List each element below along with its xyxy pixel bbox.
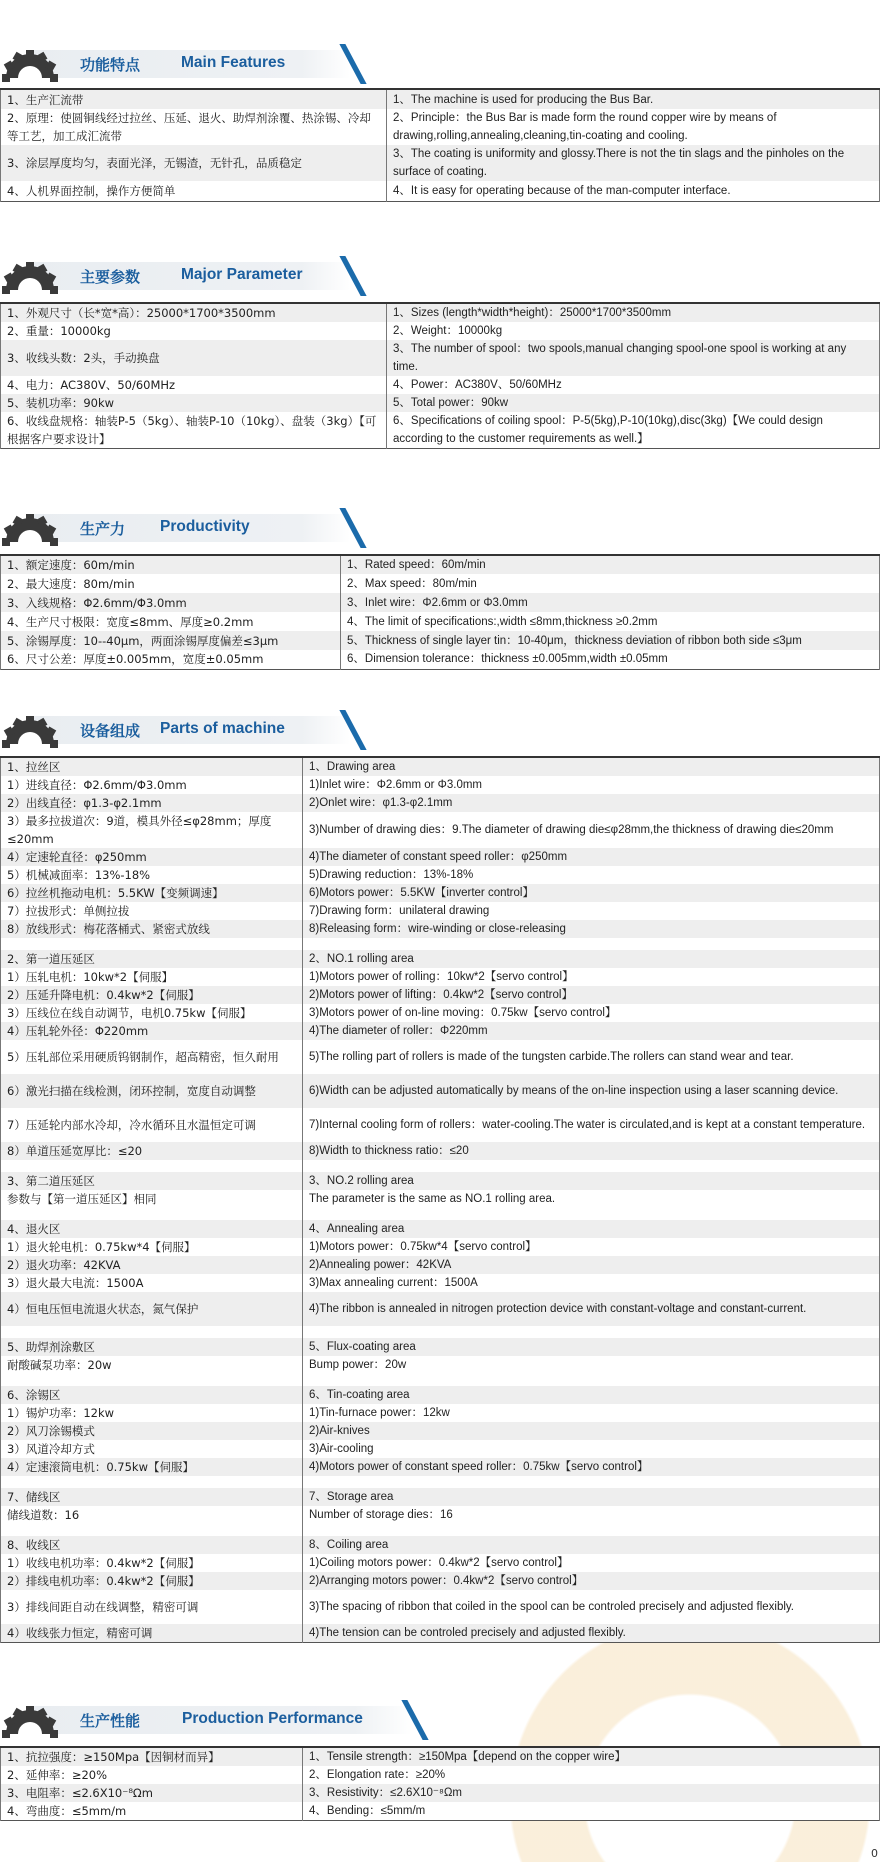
table-row bbox=[1, 757, 880, 776]
en-cell: 5、Total power：90kw bbox=[387, 394, 880, 412]
table-row bbox=[1, 1488, 880, 1506]
section-header bbox=[0, 246, 880, 294]
section-header bbox=[0, 498, 880, 546]
table-row bbox=[1, 776, 880, 794]
en-cell: Bump power：20w bbox=[303, 1356, 880, 1374]
en-cell: 1)Motors power：0.75kw*4【servo control】 bbox=[303, 1238, 880, 1256]
table-row bbox=[1, 612, 880, 631]
table-row bbox=[1, 1624, 880, 1643]
section-2 bbox=[0, 246, 880, 449]
en-cell: 3)The spacing of ribbon that coiled in the spool can be controled precisely and adjusted flexibly. bbox=[303, 1590, 880, 1624]
spec-table bbox=[0, 554, 880, 670]
en-cell: 1、Drawing area bbox=[303, 757, 880, 776]
en-cell: 4)Motors power of constant speed roller：0.75kw【servo control】 bbox=[303, 1458, 880, 1476]
table-row bbox=[1, 1190, 880, 1208]
en-cell: 5)The rolling part of rollers is made of the tungsten carbide.The rollers can stand wear and tear. bbox=[303, 1040, 880, 1074]
table-row bbox=[1, 1440, 880, 1458]
table-row bbox=[1, 986, 880, 1004]
cn-cell: 4、退火区 bbox=[1, 1220, 303, 1238]
en-cell bbox=[303, 1476, 880, 1488]
cn-cell: 8）放线形式：梅花落桶式、紧密式放线 bbox=[1, 920, 303, 938]
table-row bbox=[1, 181, 880, 201]
cn-cell: 4、弯曲度：≤5mm/m bbox=[1, 1802, 303, 1821]
table-row bbox=[1, 1338, 880, 1356]
table-row bbox=[1, 89, 880, 109]
table-row bbox=[1, 812, 880, 848]
section-header bbox=[0, 700, 880, 748]
cn-cell: 3、收线头数：2头，手动换盘 bbox=[1, 340, 387, 376]
table-row bbox=[1, 376, 880, 394]
cn-cell: 1、外观尺寸（长*宽*高）：25000*1700*3500mm bbox=[1, 303, 387, 322]
cn-cell: 1）压轧电机：10kw*2【伺服】 bbox=[1, 968, 303, 986]
cn-cell: 3、第二道压延区 bbox=[1, 1172, 303, 1190]
en-cell: 2)Annealing power：42KVA bbox=[303, 1256, 880, 1274]
table-row bbox=[1, 1766, 880, 1784]
table-row bbox=[1, 1040, 880, 1074]
cn-cell bbox=[1, 1476, 303, 1488]
cn-cell: 4）收线张力恒定，精密可调 bbox=[1, 1624, 303, 1643]
en-cell: 5、Thickness of single layer tin：10-40μm，thickness deviation of ribbon both side ≤3μm bbox=[341, 631, 880, 650]
spacer-row bbox=[1, 1326, 880, 1338]
cn-cell: 耐酸碱泵功率：20w bbox=[1, 1356, 303, 1374]
en-cell: 8、Coiling area bbox=[303, 1536, 880, 1554]
en-cell: 7、Storage area bbox=[303, 1488, 880, 1506]
en-cell: 1、Sizes (length*width*height)：25000*1700*3500mm bbox=[387, 303, 880, 322]
section-title-cn: 功能特点 bbox=[80, 56, 141, 74]
section-title-cn: 生产性能 bbox=[80, 1712, 141, 1730]
table-row bbox=[1, 1256, 880, 1274]
table-row bbox=[1, 1386, 880, 1404]
en-cell: 3、Inlet wire：Φ2.6mm or Φ3.0mm bbox=[341, 593, 880, 612]
section-header bbox=[0, 1690, 880, 1738]
cn-cell: 6）激光扫描在线检测，闭环控制，宽度自动调整 bbox=[1, 1074, 303, 1108]
en-cell: 3、The coating is uniformity and glossy.There is not the tin slags and the pinholes on the surface of coating. bbox=[387, 145, 880, 181]
en-cell: 8)Releasing form：wire-winding or close-releasing bbox=[303, 920, 880, 938]
en-cell bbox=[303, 938, 880, 950]
table-row bbox=[1, 1172, 880, 1190]
en-cell: 3、NO.2 rolling area bbox=[303, 1172, 880, 1190]
en-cell: 3)Number of drawing dies：9.The diameter of drawing die≤φ28mm,the thickness of drawing die≤20mm bbox=[303, 812, 880, 848]
en-cell: 2、Elongation rate：≥20% bbox=[303, 1766, 880, 1784]
cn-cell: 2）压延升降电机：0.4kw*2【伺服】 bbox=[1, 986, 303, 1004]
table-row bbox=[1, 1404, 880, 1422]
table-row bbox=[1, 1292, 880, 1326]
spec-table bbox=[0, 302, 880, 449]
section-title-cn: 主要参数 bbox=[80, 268, 141, 286]
section-5 bbox=[0, 1690, 880, 1821]
en-cell: 2、Weight：10000kg bbox=[387, 322, 880, 340]
cn-cell: 3）风道冷却方式 bbox=[1, 1440, 303, 1458]
en-cell bbox=[303, 1160, 880, 1172]
en-cell: 3)Air-cooling bbox=[303, 1440, 880, 1458]
en-cell bbox=[303, 1326, 880, 1338]
section-title-en: Major Parameter bbox=[181, 266, 303, 283]
table-row bbox=[1, 412, 880, 449]
cn-cell: 3）最多拉拔道次：9道，模具外径≤φ28mm；厚度≤20mm bbox=[1, 812, 303, 848]
en-cell: 1、Tensile strength：≥150Mpa【depend on the copper wire】 bbox=[303, 1747, 880, 1766]
table-row bbox=[1, 950, 880, 968]
section-title-en: Production Performance bbox=[182, 1710, 363, 1727]
cn-cell: 8、收线区 bbox=[1, 1536, 303, 1554]
spec-table bbox=[0, 88, 880, 202]
cn-cell: 5）机械减面率：13%-18% bbox=[1, 866, 303, 884]
table-row bbox=[1, 884, 880, 902]
en-cell: 2)Motors power of lifting：0.4kw*2【servo control】 bbox=[303, 986, 880, 1004]
en-cell: 4、Power：AC380V、50/60MHz bbox=[387, 376, 880, 394]
en-cell: 1、The machine is used for producing the Bus Bar. bbox=[387, 89, 880, 109]
table-row bbox=[1, 1004, 880, 1022]
en-cell: 7)Drawing form：unilateral drawing bbox=[303, 902, 880, 920]
en-cell: 1、Rated speed：60m/min bbox=[341, 555, 880, 574]
table-row bbox=[1, 322, 880, 340]
table-row bbox=[1, 1506, 880, 1524]
cn-cell: 7）压延轮内部水冷却，冷水循环且水温恒定可调 bbox=[1, 1108, 303, 1142]
section-header bbox=[0, 34, 880, 82]
en-cell: The parameter is the same as NO.1 rolling area. bbox=[303, 1190, 880, 1208]
en-cell bbox=[303, 1524, 880, 1536]
cn-cell: 1、抗拉强度：≥150Mpa【因铜材而异】 bbox=[1, 1747, 303, 1766]
cn-cell: 2）排线电机功率：0.4kw*2【伺服】 bbox=[1, 1572, 303, 1590]
cn-cell: 4）恒电压恒电流退火状态，氮气保护 bbox=[1, 1292, 303, 1326]
section-title-en: Productivity bbox=[160, 518, 250, 535]
cn-cell: 6、涂锡区 bbox=[1, 1386, 303, 1404]
table-row bbox=[1, 1274, 880, 1292]
en-cell: 4、Bending：≤5mm/m bbox=[303, 1802, 880, 1821]
en-cell: 3、Resistivity：≤2.6X10⁻⁸Ωm bbox=[303, 1784, 880, 1802]
cn-cell: 2、延伸率：≥20% bbox=[1, 1766, 303, 1784]
cn-cell bbox=[1, 1524, 303, 1536]
cn-cell: 4、生产尺寸极限：宽度≤8mm、厚度≥0.2mm bbox=[1, 612, 341, 631]
table-row bbox=[1, 555, 880, 574]
en-cell: 2)Onlet wire：φ1.3-φ2.1mm bbox=[303, 794, 880, 812]
en-cell: 1)Coiling motors power：0.4kw*2【servo control】 bbox=[303, 1554, 880, 1572]
table-row bbox=[1, 1142, 880, 1160]
table-row bbox=[1, 109, 880, 145]
en-cell: 6、Specifications of coiling spool：P-5(5kg),P-10(10kg),disc(3kg)【We could design according to the customer requirements as well.】 bbox=[387, 412, 880, 449]
en-cell: 4、Annealing area bbox=[303, 1220, 880, 1238]
en-cell: 4)The diameter of constant speed roller：φ250mm bbox=[303, 848, 880, 866]
cn-cell: 1、生产汇流带 bbox=[1, 89, 387, 109]
cn-cell: 1）收线电机功率：0.4kw*2【伺服】 bbox=[1, 1554, 303, 1572]
cn-cell: 2）退火功率：42KVA bbox=[1, 1256, 303, 1274]
en-cell: 3)Motors power of on-line moving：0.75kw【servo control】 bbox=[303, 1004, 880, 1022]
table-row bbox=[1, 848, 880, 866]
cn-cell: 3、涂层厚度均匀，表面光泽，无锡渣，无针孔，品质稳定 bbox=[1, 145, 387, 181]
table-row bbox=[1, 1536, 880, 1554]
cn-cell: 2、第一道压延区 bbox=[1, 950, 303, 968]
section-4 bbox=[0, 700, 880, 1643]
cn-cell: 3）退火最大电流：1500A bbox=[1, 1274, 303, 1292]
en-cell: 6、Tin-coating area bbox=[303, 1386, 880, 1404]
table-row bbox=[1, 631, 880, 650]
table-row bbox=[1, 1458, 880, 1476]
en-cell: 4)The ribbon is annealed in nitrogen protection device with constant-voltage and constant-current. bbox=[303, 1292, 880, 1326]
cn-cell: 5、涂锡厚度：10--40μm，两面涂锡厚度偏差≤3μm bbox=[1, 631, 341, 650]
gear-icon bbox=[2, 708, 58, 748]
page-number: 0 bbox=[871, 1847, 878, 1860]
cn-cell: 3、电阻率：≤2.6X10⁻⁸Ωm bbox=[1, 1784, 303, 1802]
table-row bbox=[1, 340, 880, 376]
cn-cell bbox=[1, 1326, 303, 1338]
spacer-row bbox=[1, 1208, 880, 1220]
table-row bbox=[1, 920, 880, 938]
en-cell: 1)Motors power of rolling：10kw*2【servo control】 bbox=[303, 968, 880, 986]
table-row bbox=[1, 1108, 880, 1142]
spacer-row bbox=[1, 1476, 880, 1488]
cn-cell: 6）拉丝机拖动电机：5.5KW【变频调速】 bbox=[1, 884, 303, 902]
en-cell bbox=[303, 1374, 880, 1386]
cn-cell: 2）风刀涂锡模式 bbox=[1, 1422, 303, 1440]
en-cell: 5、Flux-coating area bbox=[303, 1338, 880, 1356]
en-cell: 6、Dimension tolerance：thickness ±0.005mm,width ±0.05mm bbox=[341, 650, 880, 669]
en-cell: 2)Arranging motors power：0.4kw*2【servo control】 bbox=[303, 1572, 880, 1590]
gear-icon bbox=[2, 42, 58, 82]
en-cell bbox=[303, 1208, 880, 1220]
en-cell: 4)The tension can be controled precisely and adjusted flexibly. bbox=[303, 1624, 880, 1643]
en-cell: 6)Motors power：5.5KW【inverter control】 bbox=[303, 884, 880, 902]
cn-cell: 5）压轧部位采用硬质钨钢制作，超高精密，恒久耐用 bbox=[1, 1040, 303, 1074]
cn-cell: 1）退火轮电机：0.75kw*4【伺服】 bbox=[1, 1238, 303, 1256]
en-cell: 2、Max speed：80m/min bbox=[341, 574, 880, 593]
gear-icon bbox=[2, 506, 58, 546]
section-3 bbox=[0, 498, 880, 670]
gear-icon bbox=[2, 254, 58, 294]
table-row bbox=[1, 794, 880, 812]
table-row bbox=[1, 303, 880, 322]
en-cell: 8)Width to thickness ratio：≤20 bbox=[303, 1142, 880, 1160]
spacer-row bbox=[1, 1524, 880, 1536]
table-row bbox=[1, 1022, 880, 1040]
table-row bbox=[1, 968, 880, 986]
en-cell: 1)Tin-furnace power：12kw bbox=[303, 1404, 880, 1422]
cn-cell: 6、收线盘规格：轴装P-5（5kg）、轴装P-10（10kg）、盘装（3kg）【可根据客户要求设计】 bbox=[1, 412, 387, 449]
cn-cell: 4）压轧轮外径：Φ220mm bbox=[1, 1022, 303, 1040]
cn-cell: 1）锡炉功率：12kw bbox=[1, 1404, 303, 1422]
gear-icon bbox=[2, 1698, 58, 1738]
table-row bbox=[1, 574, 880, 593]
table-row bbox=[1, 866, 880, 884]
table-row bbox=[1, 1590, 880, 1624]
en-cell: 1)Inlet wire：Φ2.6mm or Φ3.0mm bbox=[303, 776, 880, 794]
en-cell: 4、The limit of specifications:,width ≤8mm,thickness ≥0.2mm bbox=[341, 612, 880, 631]
section-title-cn: 生产力 bbox=[80, 520, 126, 538]
en-cell: 7)Internal cooling form of rollers：water-cooling.The water is circulated,and is kept at a constant temperature. bbox=[303, 1108, 880, 1142]
cn-cell: 5、装机功率：90kw bbox=[1, 394, 387, 412]
table-row bbox=[1, 650, 880, 669]
spacer-row bbox=[1, 1374, 880, 1386]
cn-cell: 储线道数：16 bbox=[1, 1506, 303, 1524]
spec-table bbox=[0, 756, 880, 1643]
en-cell: 3)Max annealing current：1500A bbox=[303, 1274, 880, 1292]
cn-cell: 2、最大速度：80m/min bbox=[1, 574, 341, 593]
en-cell: Number of storage dies：16 bbox=[303, 1506, 880, 1524]
cn-cell: 7）拉拔形式：单侧拉拔 bbox=[1, 902, 303, 920]
table-row bbox=[1, 145, 880, 181]
cn-cell: 4、人机界面控制，操作方便简单 bbox=[1, 181, 387, 201]
table-row bbox=[1, 1784, 880, 1802]
en-cell: 3、The number of spool：two spools,manual changing spool-one spool is working at any time. bbox=[387, 340, 880, 376]
spacer-row bbox=[1, 1160, 880, 1172]
table-row bbox=[1, 1802, 880, 1821]
en-cell: 4、It is easy for operating because of the man-computer interface. bbox=[387, 181, 880, 201]
cn-cell: 1）进线直径：Φ2.6mm/Φ3.0mm bbox=[1, 776, 303, 794]
section-title-cn: 设备组成 bbox=[80, 722, 141, 740]
en-cell: 2、Principle：the Bus Bar is made form the round copper wire by means of drawing,rolling,annealing,cleaning,tin-coating and cooling. bbox=[387, 109, 880, 145]
spec-table bbox=[0, 1746, 880, 1821]
spacer-row bbox=[1, 938, 880, 950]
table-row bbox=[1, 593, 880, 612]
cn-cell bbox=[1, 1208, 303, 1220]
en-cell: 5)Drawing reduction：13%-18% bbox=[303, 866, 880, 884]
en-cell: 2、NO.1 rolling area bbox=[303, 950, 880, 968]
section-title-en: Parts of machine bbox=[160, 720, 285, 737]
cn-cell: 1、额定速度：60m/min bbox=[1, 555, 341, 574]
cn-cell: 3、入线规格：Φ2.6mm/Φ3.0mm bbox=[1, 593, 341, 612]
cn-cell: 2）出线直径：φ1.3-φ2.1mm bbox=[1, 794, 303, 812]
table-row bbox=[1, 1356, 880, 1374]
cn-cell: 3）压线位在线自动调节，电机0.75kw【伺服】 bbox=[1, 1004, 303, 1022]
section-title-en: Main Features bbox=[181, 54, 286, 71]
table-row bbox=[1, 1238, 880, 1256]
cn-cell: 8）单道压延宽厚比：≤20 bbox=[1, 1142, 303, 1160]
cn-cell: 6、尺寸公差：厚度±0.005mm，宽度±0.05mm bbox=[1, 650, 341, 669]
section-1 bbox=[0, 34, 880, 202]
table-row bbox=[1, 1572, 880, 1590]
cn-cell: 参数与【第一道压延区】相同 bbox=[1, 1190, 303, 1208]
table-row bbox=[1, 1074, 880, 1108]
cn-cell: 1、拉丝区 bbox=[1, 757, 303, 776]
cn-cell bbox=[1, 1374, 303, 1386]
cn-cell: 3）排线间距自动在线调整，精密可调 bbox=[1, 1590, 303, 1624]
cn-cell: 7、储线区 bbox=[1, 1488, 303, 1506]
table-row bbox=[1, 1554, 880, 1572]
en-cell: 4)The diameter of roller：Φ220mm bbox=[303, 1022, 880, 1040]
table-row bbox=[1, 1422, 880, 1440]
cn-cell: 4、电力：AC380V、50/60MHz bbox=[1, 376, 387, 394]
cn-cell bbox=[1, 1160, 303, 1172]
table-row bbox=[1, 1747, 880, 1766]
cn-cell: 4）定速滚筒电机：0.75kw【伺服】 bbox=[1, 1458, 303, 1476]
cn-cell: 2、原理：使圆铜线经过拉丝、压延、退火、助焊剂涂覆、热涂锡、冷却等工艺，加工成汇流带 bbox=[1, 109, 387, 145]
table-row bbox=[1, 902, 880, 920]
cn-cell: 2、重量：10000kg bbox=[1, 322, 387, 340]
cn-cell: 5、助焊剂涂敷区 bbox=[1, 1338, 303, 1356]
table-row bbox=[1, 394, 880, 412]
cn-cell: 4）定速轮直径：φ250mm bbox=[1, 848, 303, 866]
en-cell: 6)Width can be adjusted automatically by means of the on-line inspection using a laser scanning device. bbox=[303, 1074, 880, 1108]
table-row bbox=[1, 1220, 880, 1238]
cn-cell bbox=[1, 938, 303, 950]
en-cell: 2)Air-knives bbox=[303, 1422, 880, 1440]
